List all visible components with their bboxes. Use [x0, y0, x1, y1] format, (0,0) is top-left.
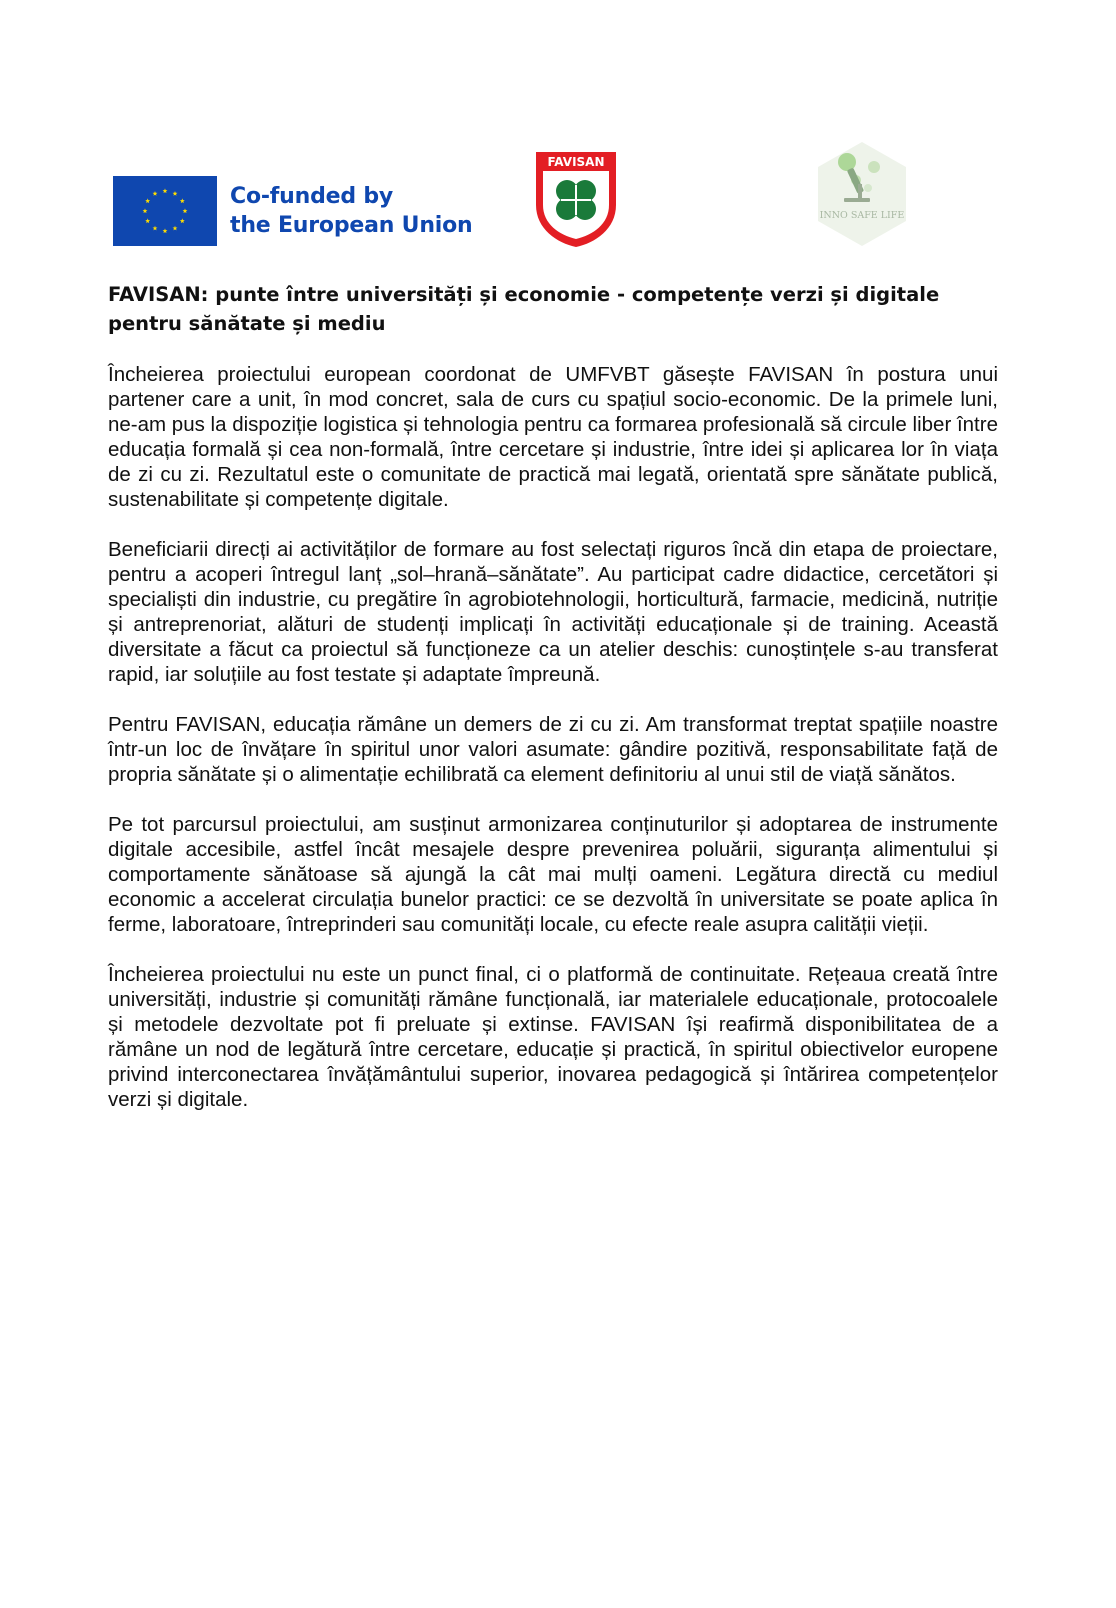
article-title: FAVISAN: punte între universități și economie - competențe verzi și digitale pentru sănătate și mediu [108, 283, 940, 335]
article-paragraph: Pe tot parcursul proiectului, am susținut armonizarea conținuturilor și adoptarea de instrumente digitale accesibile, astfel încât mesajele despre prevenirea poluării, siguranța alimentului și comportamente sănătoase să ajungă la cât mai mulți oameni. Legătura directă cu mediul economic a accelerat circulația bunelor practici: ce se dezvoltă în universitate se poate aplica în ferme, laboratoare, întreprinderi sau comunități locale, cu efecte reale asupra calității vieții. [108, 813, 998, 936]
article-paragraph: Încheierea proiectului nu este un punct final, ci o platformă de continuitate. Rețeaua creată între universități, industrie și comunități rămâne funcțională, iar materialele educaționale, protocoalele și metodele dezvoltate pot fi preluate și extinse. FAVISAN își reafirmă disponibilitatea de a rămâne un nod de legătură între cercetare, educație și practică, în spiritul obiectivelor europene privind interconectarea învățământului superior, inovarea pedagogică și întărirea competențelor verzi și digitale. [108, 963, 998, 1111]
inno-safe-life-logo [812, 140, 912, 248]
favisan-logo [533, 149, 619, 249]
inno-safe-life-hexagon-icon [812, 140, 912, 248]
inno-logo-text: INNO SAFE LIFE [819, 210, 905, 221]
favisan-logo-text: FAVISAN [547, 155, 605, 169]
article-paragraph: Încheierea proiectului european coordonat de UMFVBT găsește FAVISAN în postura unui partener care a unit, în mod concret, sala de curs cu spațiul socio-economic. De la primele luni, ne-am pus la dispoziție logistica și tehnologia pentru ca formarea profesională să circule liber între educația formală și cea non-formală, între cercetare și industrie, între idei și aplicarea lor în viața de zi cu zi. Rezultatul este o comunitate de practică mai legată, orientată spre sănătate publică, sustenabilitate și competențe digitale. [108, 363, 998, 511]
logos-header [0, 140, 1116, 260]
eu-cofunded-logo [113, 176, 473, 246]
favisan-shield-icon [533, 149, 619, 249]
article-body [108, 362, 998, 1137]
eu-flag-icon [113, 176, 217, 246]
eu-funding-line2: the European Union [230, 213, 473, 238]
eu-funding-text [230, 182, 473, 240]
eu-funding-line1: Co-funded by [230, 184, 394, 209]
article-paragraph: Beneficiarii direcți ai activităților de formare au fost selectați riguros încă din etapa de proiectare, pentru a acoperi întregul lanț „sol–hrană–sănătate”. Au participat cadre didactice, cercetători și specialiști din industrie, cu pregătire în agrobiotehnologii, horticultură, farmacie, medicină, nutriție și antreprenoriat, alături de studenți implicați în activități educaționale și de training. Această diversitate a făcut ca proiectul să funcționeze ca un atelier deschis: cunoștințele s-au transferat rapid, iar soluțiile au fost testate și adaptate împreună. [108, 538, 998, 686]
article-paragraph: Pentru FAVISAN, educația rămâne un demers de zi cu zi. Am transformat treptat spațiile noastre într-un loc de învățare în spiritul unor valori asumate: gândire pozitivă, responsabilitate față de propria sănătate și o alimentație echilibrată ca element definitoriu al unui stil de viață sănătos. [108, 713, 998, 786]
